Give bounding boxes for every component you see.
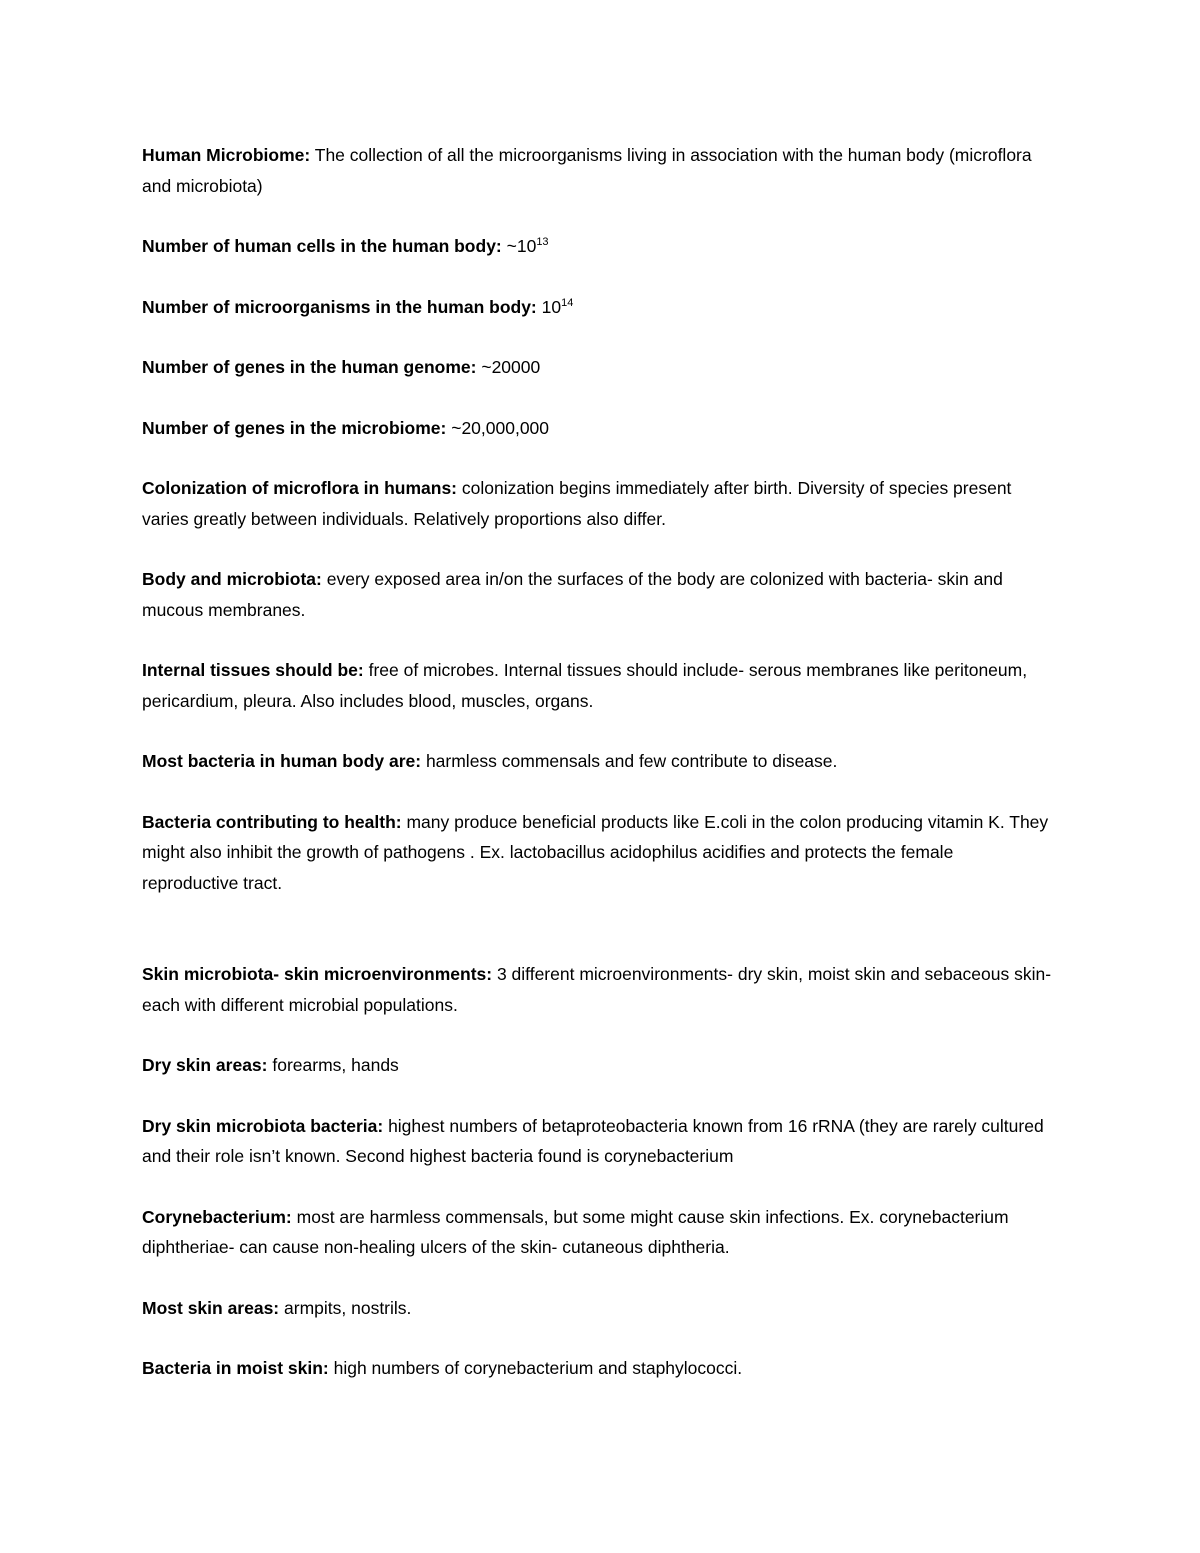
entry-skin-microenvironments	[142, 959, 1052, 1020]
entry-text: free of microbes. Internal tissues should include- serous membranes like peritoneum, pericardium, pleura. Also includes blood, muscles, organs.	[142, 660, 1028, 711]
entry-term: Corynebacterium:	[142, 1206, 292, 1227]
entry-term: Dry skin microbiota bacteria:	[142, 1115, 384, 1136]
entry-text: highest numbers of betaproteobacteria known from 16 rRNA (they are rarely cultured and their role isn’t known. Second highest bacteria found is corynebacterium	[142, 1115, 1044, 1166]
entry-term: Most skin areas:	[142, 1297, 280, 1318]
entry-text: 3 different microenvironments- dry skin, moist skin and sebaceous skin- each with different microbial populations.	[142, 964, 1052, 1015]
entry-moist-skin-bacteria	[142, 1353, 1052, 1384]
entry-human-cells	[142, 231, 1052, 262]
entry-term: Colonization of microflora in humans:	[142, 478, 457, 498]
entry-term: Number of microorganisms in the human body:	[142, 296, 537, 317]
entry-most-skin-areas	[142, 1293, 1052, 1324]
entry-bacteria-health	[142, 807, 1052, 899]
entry-dry-skin-bacteria	[142, 1111, 1052, 1172]
entry-text: harmless commensals and few contribute to disease.	[421, 751, 838, 771]
entry-term: Internal tissues should be:	[142, 660, 364, 680]
entry-term: Human Microbiome:	[142, 145, 311, 165]
entry-text: every exposed area in/on the surfaces of the body are colonized with bacteria- skin and mucous membranes.	[142, 569, 1003, 620]
entry-text: ~20000	[476, 357, 541, 377]
entry-human-genome-genes	[142, 352, 1052, 383]
entry-microbiome-genes	[142, 413, 1052, 444]
entry-term: Skin microbiota- skin microenvironments:	[142, 964, 493, 984]
entry-corynebacterium	[142, 1202, 1052, 1263]
entry-body-microbiota	[142, 564, 1052, 625]
entry-term: Body and microbiota:	[142, 569, 322, 589]
entry-term: Bacteria in moist skin:	[142, 1358, 329, 1378]
entry-microorganisms-count	[142, 292, 1052, 323]
entry-text: many produce beneficial products like E.coli in the colon producing vitamin K. They might also inhibit the growth of pathogens . Ex. lactobacillus acidophilus acidifies and protects the female reproductive tract.	[142, 811, 1049, 893]
entry-exponent: 13	[536, 236, 549, 248]
entry-text: ~10	[501, 236, 537, 256]
entry-term: Most bacteria in human body are:	[142, 751, 422, 771]
entry-term: Number of genes in the microbiome:	[142, 417, 447, 438]
entry-text: ~20,000,000	[446, 417, 550, 438]
entry-most-bacteria	[142, 746, 1052, 777]
entry-human-microbiome	[142, 140, 1052, 201]
entry-colonization	[142, 473, 1052, 534]
entry-text: most are harmless commensals, but some might cause skin infections. Ex. corynebacterium diphtheriae- can cause non-healing ulcers of the skin- cutaneous diphtheria.	[142, 1206, 1009, 1257]
entry-text: 10	[536, 296, 562, 317]
entry-term: Bacteria contributing to health:	[142, 811, 402, 832]
entry-dry-skin-areas	[142, 1050, 1052, 1081]
entry-text: high numbers of corynebacterium and staphylococci.	[328, 1358, 743, 1378]
entry-internal-tissues	[142, 655, 1052, 716]
entry-term: Dry skin areas:	[142, 1055, 268, 1075]
document-body	[142, 140, 1052, 1414]
entry-text: forearms, hands	[267, 1055, 399, 1075]
entry-exponent: 14	[561, 296, 574, 309]
entry-text: armpits, nostrils.	[279, 1297, 412, 1318]
entry-text: The collection of all the microorganisms living in association with the human body (microflora and microbiota)	[142, 145, 1032, 196]
entry-term: Number of genes in the human genome:	[142, 357, 477, 377]
entry-text: colonization begins immediately after birth. Diversity of species present varies greatly between individuals. Relatively proportions also differ.	[142, 478, 1012, 529]
entry-term: Number of human cells in the human body:	[142, 236, 502, 256]
